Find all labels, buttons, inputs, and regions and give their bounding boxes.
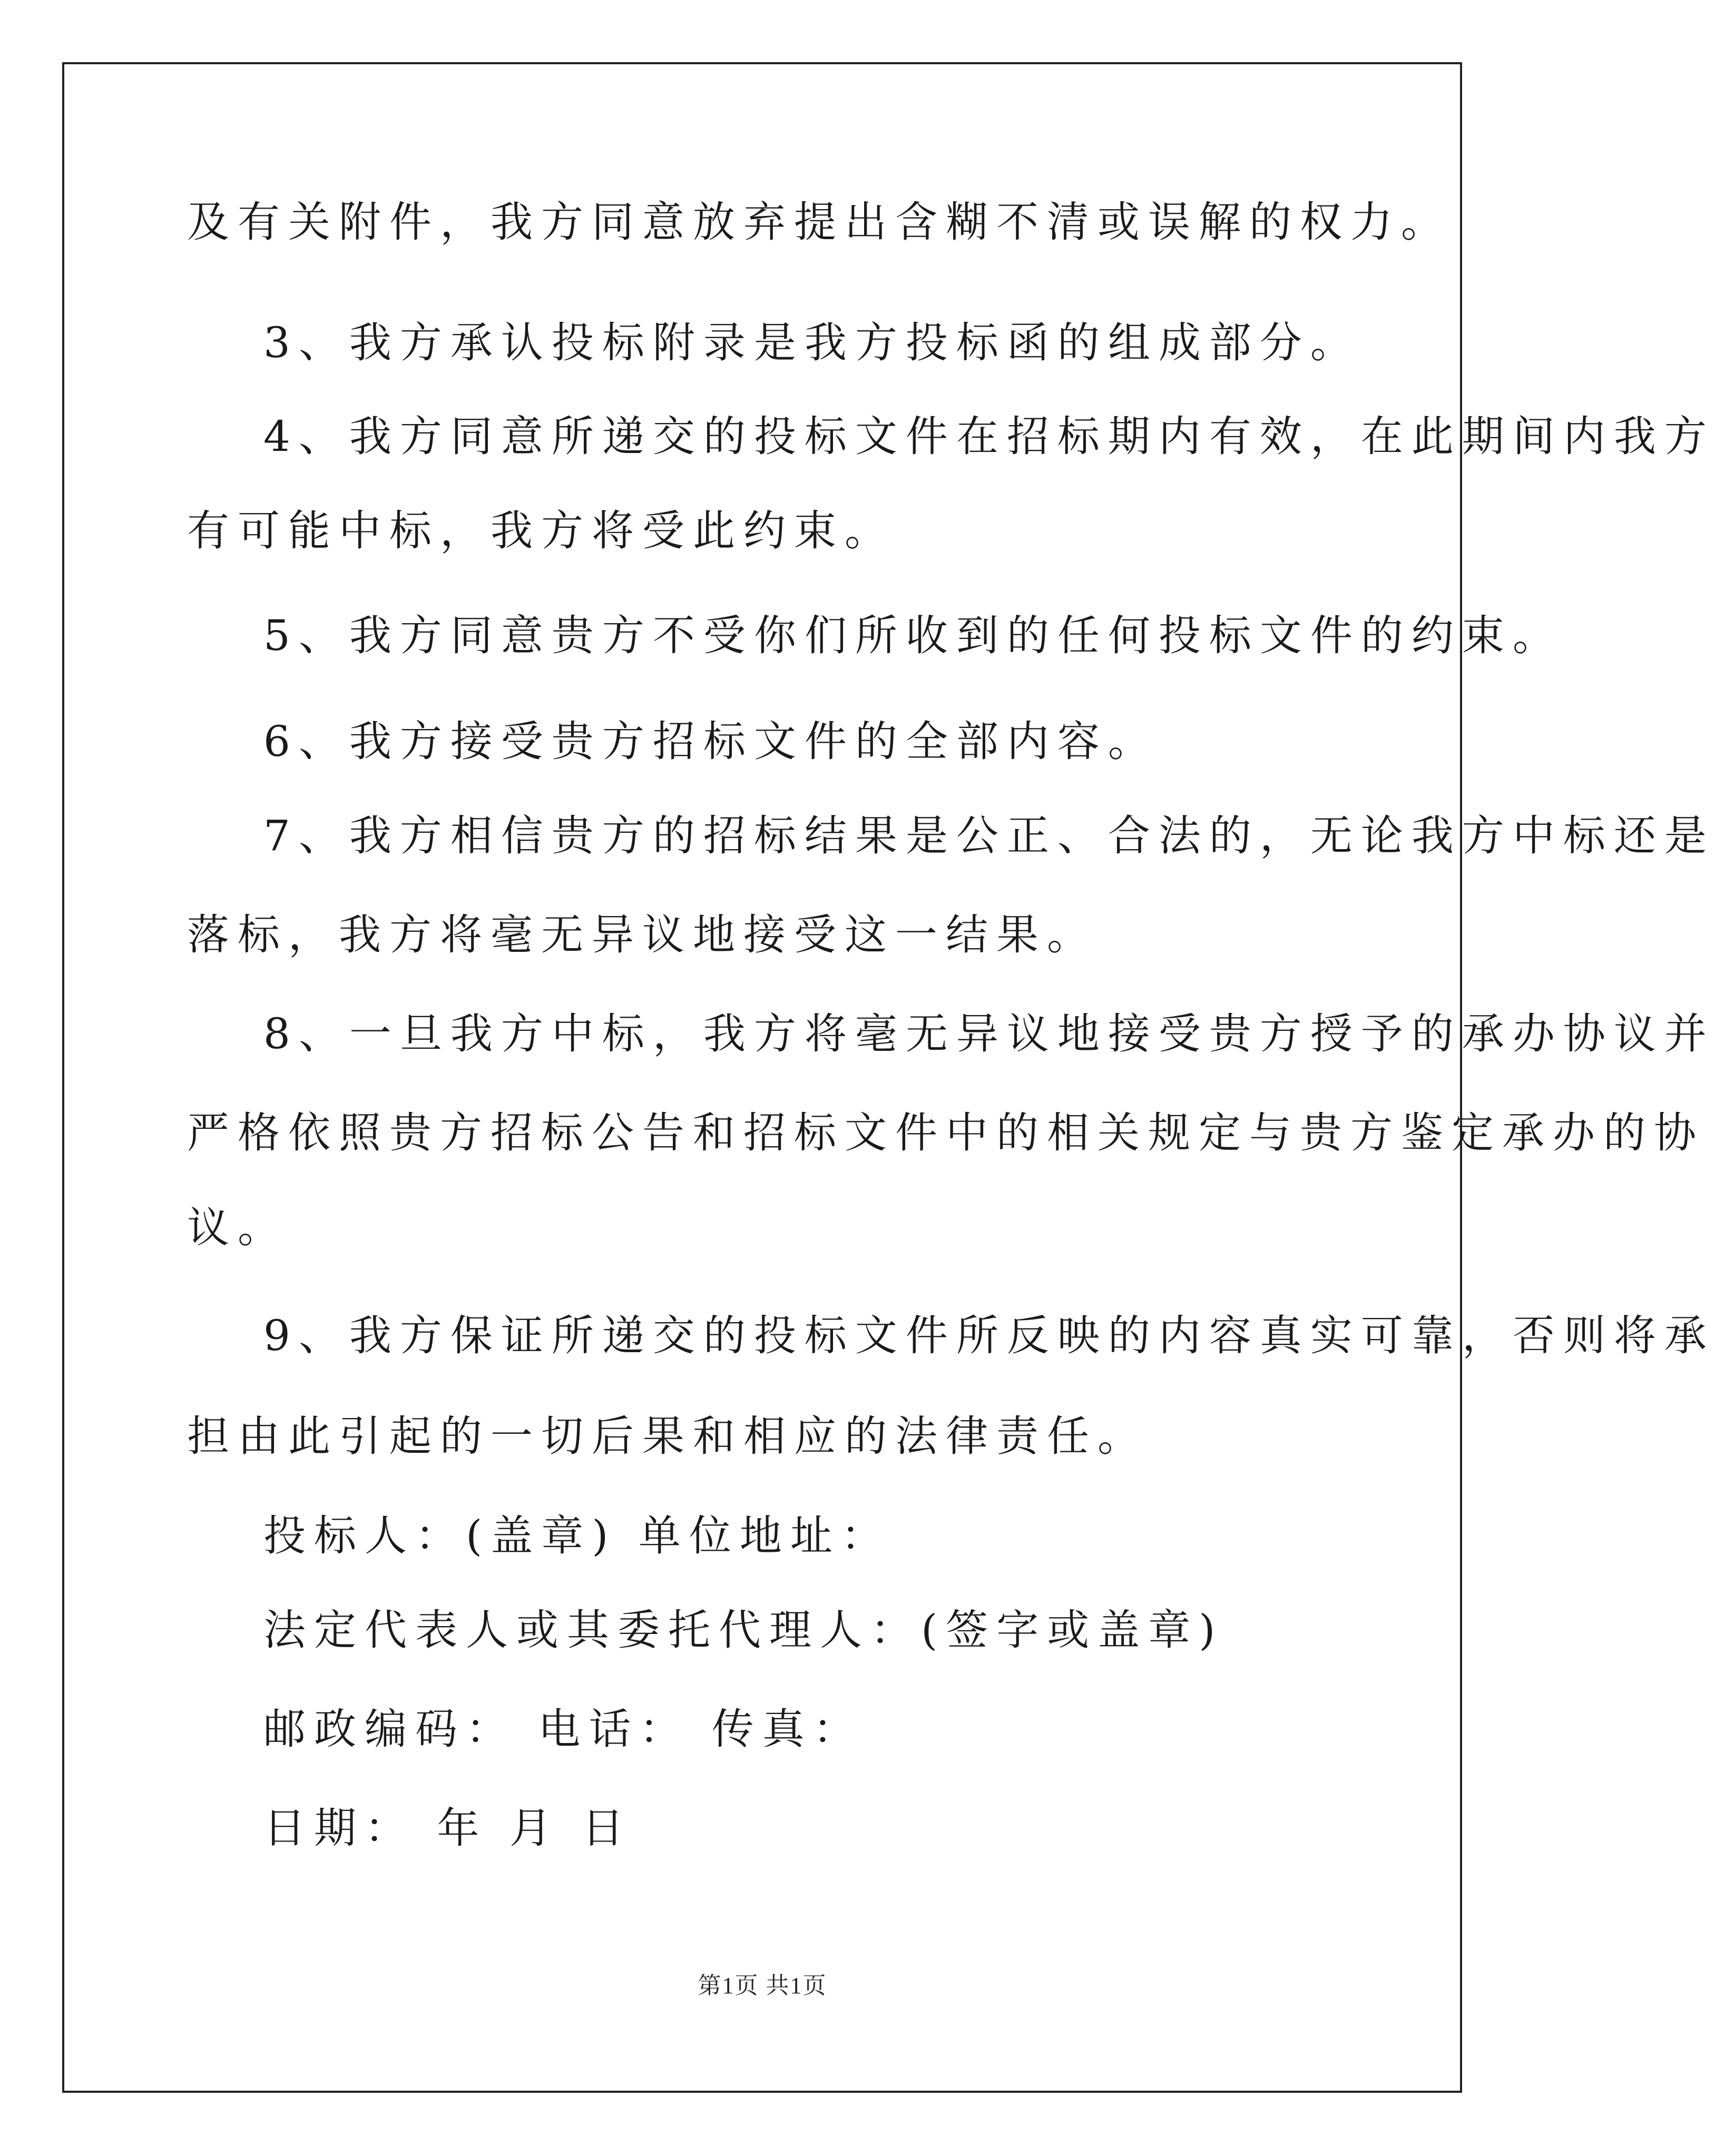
signature-line: 投标人：(盖章) 单位地址： (263, 1511, 891, 1560)
paragraph-line: 担由此引起的一切后果和相应的法律责任。 (187, 1412, 1148, 1461)
paragraph-line: 严格依照贵方招标公告和招标文件中的相关规定与贵方鉴定承办的协 (187, 1108, 1704, 1157)
date-line: 日期： 年 月 日 (263, 1804, 633, 1853)
page-number-footer: 第1页 共1页 (698, 1973, 827, 1999)
paragraph-line: 及有关附件，我方同意放弃提出含糊不清或误解的权力。 (187, 198, 1452, 247)
paragraph-line: 7、我方相信贵方的招标结果是公正、合法的，无论我方中标还是 (263, 811, 1715, 860)
paragraph-line: 6、我方接受贵方招标文件的全部内容。 (263, 717, 1159, 766)
paragraph-line: 议。 (187, 1203, 288, 1252)
paragraph-line: 9、我方保证所递交的投标文件所反映的内容真实可靠，否则将承 (263, 1311, 1715, 1360)
signature-line: 法定代表人或其委托代理人：(签字或盖章) (263, 1606, 1224, 1655)
paragraph-line: 5、我方同意贵方不受你们所收到的任何投标文件的约束。 (263, 611, 1563, 660)
paragraph-line: 8、一旦我方中标，我方将毫无异议地接受贵方授予的承办协议并 (263, 1009, 1715, 1058)
paragraph-line: 落标，我方将毫无异议地接受这一结果。 (187, 910, 1097, 959)
signature-line: 邮政编码： 电话： 传真： (263, 1705, 864, 1754)
paragraph-line: 3、我方承认投标附录是我方投标函的组成部分。 (263, 318, 1361, 367)
paragraph-line: 有可能中标，我方将受此约束。 (187, 506, 895, 555)
paragraph-line: 4、我方同意所递交的投标文件在招标期内有效，在此期间内我方 (263, 412, 1715, 461)
